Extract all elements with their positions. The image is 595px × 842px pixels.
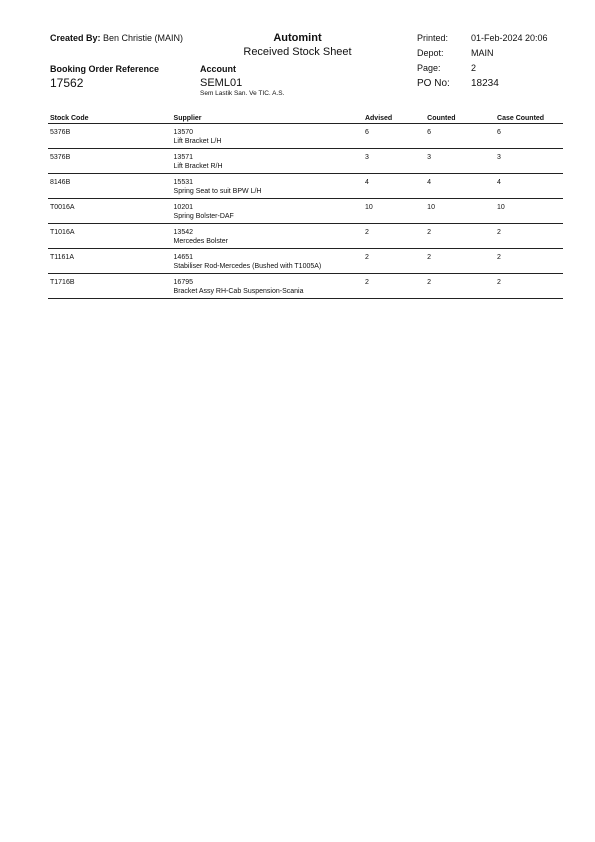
advised-cell: 6	[363, 124, 425, 149]
counted-cell: 3	[425, 149, 495, 174]
account-name: Sem Lastik San. Ve TIC. A.S.	[200, 90, 285, 97]
counted-cell: 2	[425, 249, 495, 274]
table-row	[48, 249, 563, 274]
depot-value: MAIN	[471, 48, 494, 58]
company-name: Automint	[273, 32, 322, 44]
case-counted-cell: 4	[495, 174, 563, 199]
supplier-cell	[172, 149, 363, 174]
supplier-code: 14651	[173, 254, 193, 261]
advised-cell: 4	[363, 174, 425, 199]
case-counted-cell: 2	[495, 249, 563, 274]
page-info	[417, 63, 476, 73]
supplier-code: 13542	[173, 229, 193, 236]
po-info	[417, 78, 499, 89]
stock-code-cell: 8146B	[48, 174, 172, 199]
created-by-label: Created By:	[50, 33, 101, 43]
supplier-cell	[172, 199, 363, 224]
supplier-code: 15531	[173, 179, 193, 186]
account-code: SEML01	[200, 77, 243, 89]
supplier-cell	[172, 274, 363, 299]
col-case-counted: Case Counted	[495, 113, 563, 124]
table-row	[48, 174, 563, 199]
item-description: Stabiliser Rod-Mercedes (Bushed with T1005A)	[173, 263, 322, 270]
page-label: Page:	[417, 63, 441, 73]
depot-label: Depot:	[417, 48, 444, 58]
stock-code-cell: 5376B	[48, 149, 172, 174]
supplier-cell	[172, 124, 363, 149]
document-title: Received Stock Sheet	[243, 46, 352, 58]
counted-cell: 4	[425, 174, 495, 199]
counted-cell: 2	[425, 274, 495, 299]
counted-cell: 6	[425, 124, 495, 149]
case-counted-cell: 3	[495, 149, 563, 174]
case-counted-cell: 10	[495, 199, 563, 224]
stock-code-cell: T1161A	[48, 249, 172, 274]
po-value: 18234	[471, 78, 499, 89]
item-description: Bracket Assy RH-Cab Suspension-Scania	[173, 288, 304, 295]
col-counted: Counted	[425, 113, 495, 124]
case-counted-cell: 2	[495, 274, 563, 299]
col-supplier: Supplier	[172, 113, 363, 124]
account-label: Account	[200, 64, 236, 74]
stock-code-cell: T1016A	[48, 224, 172, 249]
stock-code-cell: T1716B	[48, 274, 172, 299]
printed-label: Printed:	[417, 33, 449, 43]
advised-cell: 2	[363, 224, 425, 249]
advised-cell: 2	[363, 249, 425, 274]
supplier-code: 13570	[173, 129, 193, 136]
stock-code-cell: T0016A	[48, 199, 172, 224]
advised-cell: 3	[363, 149, 425, 174]
item-description: Lift Bracket R/H	[173, 163, 223, 170]
printed-info	[417, 33, 548, 43]
advised-cell: 2	[363, 274, 425, 299]
item-description: Spring Seat to suit BPW L/H	[173, 188, 262, 195]
depot-info	[417, 48, 494, 58]
supplier-code: 13571	[173, 154, 193, 161]
supplier-code: 10201	[173, 204, 193, 211]
page-value: 2	[471, 63, 477, 73]
case-counted-cell: 6	[495, 124, 563, 149]
stock-code-cell: 5376B	[48, 124, 172, 149]
stock-table	[48, 113, 563, 299]
table-row	[48, 124, 563, 149]
advised-cell: 10	[363, 199, 425, 224]
col-stock-code: Stock Code	[48, 113, 172, 124]
supplier-cell	[172, 224, 363, 249]
table-row	[48, 274, 563, 299]
counted-cell: 2	[425, 224, 495, 249]
item-description: Lift Bracket L/H	[173, 138, 222, 145]
supplier-code: 16795	[173, 279, 193, 286]
col-advised: Advised	[363, 113, 425, 124]
booking-ref-value: 17562	[50, 76, 84, 90]
table-header-row	[48, 113, 563, 124]
table-row	[48, 199, 563, 224]
supplier-cell	[172, 174, 363, 199]
item-description: Spring Bolster-DAF	[173, 213, 234, 220]
case-counted-cell: 2	[495, 224, 563, 249]
created-by-value: Ben Christie (MAIN)	[103, 33, 184, 43]
counted-cell: 10	[425, 199, 495, 224]
item-description: Mercedes Bolster	[173, 238, 228, 245]
table-row	[48, 149, 563, 174]
po-label: PO No:	[417, 78, 450, 89]
table-row	[48, 224, 563, 249]
printed-value: 01-Feb-2024 20:06	[471, 33, 548, 43]
supplier-cell	[172, 249, 363, 274]
booking-ref-label: Booking Order Reference	[50, 64, 160, 74]
